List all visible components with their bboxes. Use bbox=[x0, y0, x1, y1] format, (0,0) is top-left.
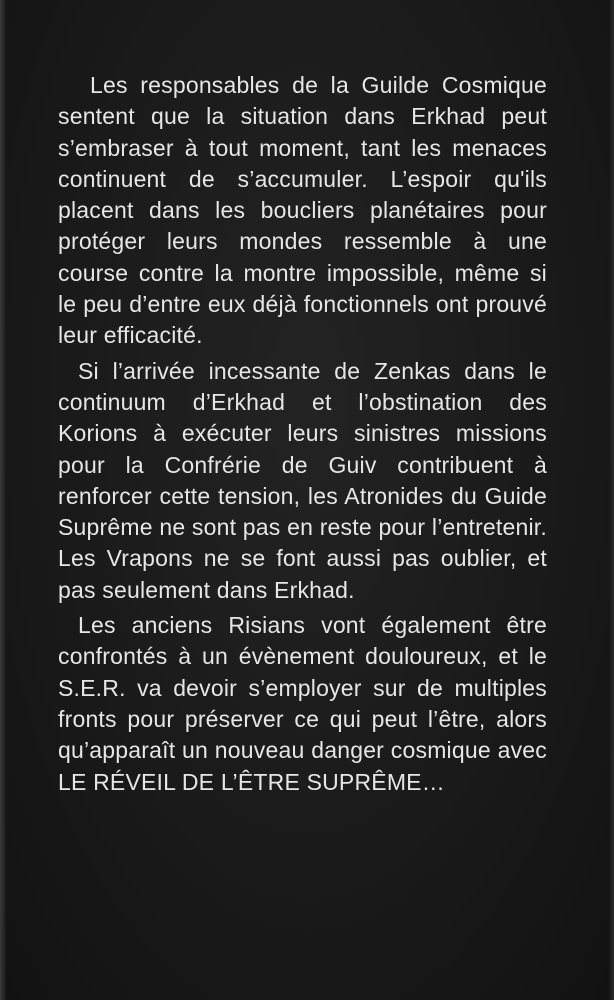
back-cover-blurb bbox=[58, 70, 547, 802]
cover-left-edge bbox=[0, 0, 6, 1000]
blurb-paragraph-3: Les anciens Risians vont également être confrontés à un évènement douloureux, et le S.E.R. va devoir s’employer sur de multiples fronts pour préserver ce qui peut l’être, alors qu’apparaît un nouveau danger cosmique avec LE RÉVEIL DE L’ÊTRE SUPRÊME… bbox=[58, 612, 547, 795]
blurb-paragraph-2: Si l’arrivée incessante de Zenkas dans le continuum d’Erkhad et l’obstination des Korions à exécuter leurs sinistres missions pour la Confrérie de Guiv contribuent à renforcer cette tension, les Atronides du Guide Suprême ne sont pas en reste pour l’entretenir. Les Vrapons ne se font aussi pas oublier, et pas seulement dans Erkhad. bbox=[58, 357, 547, 603]
cover-right-edge bbox=[609, 0, 614, 1000]
blurb-paragraph-1: Les responsables de la Guilde Cosmique sentent que la situation dans Erkhad peut s’embraser à tout moment, tant les menaces continuent de s’accumuler. L’espoir qu'ils placent dans les boucliers planétaires pour protéger leurs mondes ressemble à une course contre la montre impossible, même si le peu d’entre eux déjà fonctionnels ont prouvé leur efficacité. bbox=[58, 72, 547, 349]
